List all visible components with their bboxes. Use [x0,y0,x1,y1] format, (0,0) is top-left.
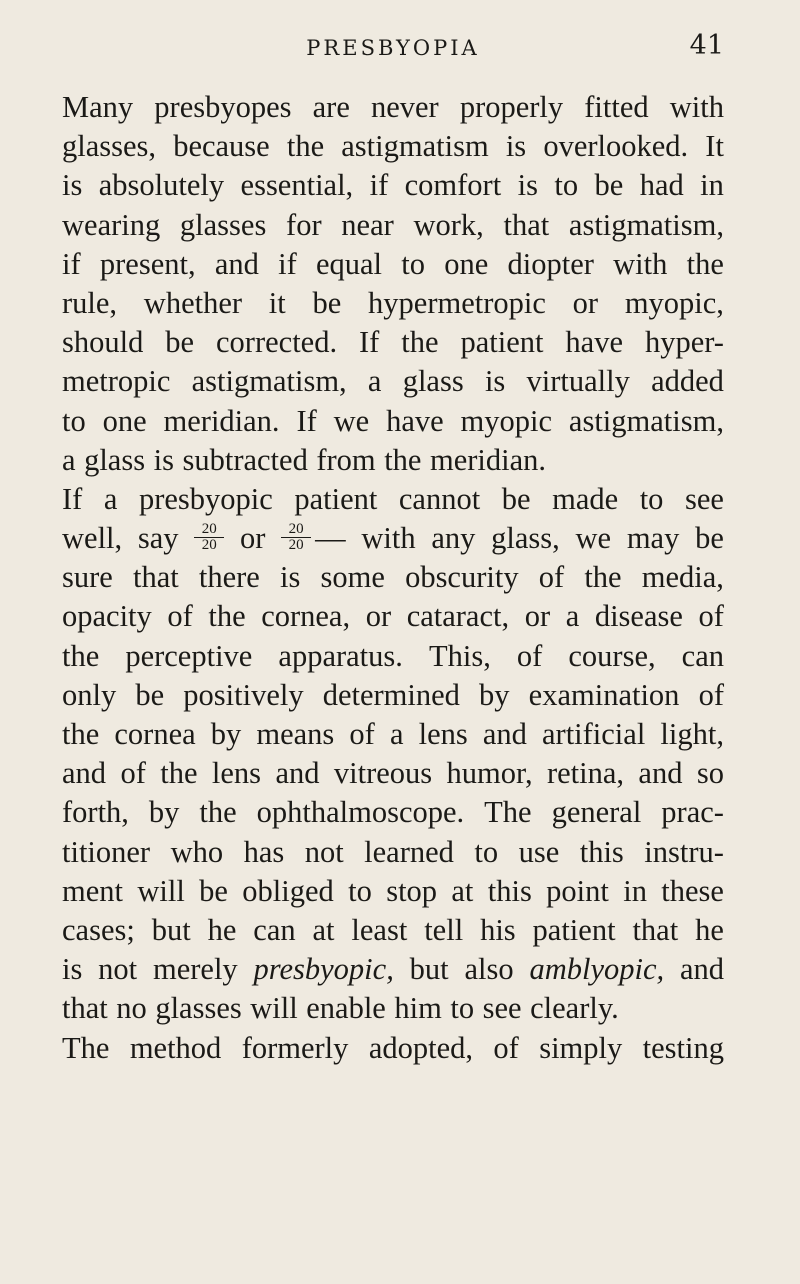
word: for [286,207,322,242]
word: the [401,325,439,360]
word: near [341,207,394,242]
word: determined [322,677,460,712]
word: who [170,834,224,869]
word: astigmatism, [568,207,724,242]
word: from [316,442,376,477]
word: media, [641,560,724,595]
word: work, [413,207,484,242]
text-line [62,676,724,715]
word: the [160,756,198,791]
word: Many [62,90,134,124]
fraction [281,522,311,552]
word: general [551,795,642,830]
word: clearly. [530,991,619,1026]
fraction-numerator: 20 [194,522,224,538]
word: light, [660,717,724,751]
text-line [62,88,724,127]
word: glass [84,442,146,477]
word: any [431,521,476,556]
word: be [135,677,165,712]
word: be [695,521,724,556]
word: This, [428,638,491,673]
word: use [518,834,560,869]
word: if [369,168,389,203]
word: meridian. [163,403,280,438]
word: myopic, [624,285,724,320]
word: If [296,403,317,438]
text-line [62,284,724,323]
text-line [62,441,724,480]
word: is [62,168,83,203]
word: not [98,952,138,987]
word: some [320,560,385,595]
text-line [62,402,724,441]
word: in [700,168,724,203]
word: if [278,246,297,281]
word: or [365,599,392,634]
word: made [552,481,619,516]
word: hyper- [644,325,724,360]
word: by [479,677,510,712]
word: the [384,442,422,477]
word: or [524,599,551,634]
running-head: PRESBYOPIA [306,36,480,60]
word: of [493,1030,519,1065]
word: him [394,991,442,1026]
word: testing [642,1030,724,1065]
word: patient [294,481,378,516]
word: has [243,834,285,869]
fraction-denominator: 20 [288,537,304,554]
word: with [361,521,416,556]
word: presbyopes [154,90,292,124]
word: course, [568,638,656,673]
word: of [167,599,193,634]
word: or [572,285,599,320]
word: patient [460,325,544,360]
word: of [698,677,724,712]
word: the [584,560,622,595]
word: titioner [62,834,151,869]
word: is [484,364,506,399]
word: can [681,638,724,673]
word: with [669,90,724,124]
word: absolutely [98,168,225,203]
word: he [695,912,724,947]
word: and [679,952,724,987]
word: to [639,481,664,516]
word: ment [62,873,123,908]
word: a [367,364,382,399]
word: lens [418,717,468,751]
word: had [639,168,684,203]
word: fitted [584,90,649,124]
fraction-group [281,519,346,558]
word: rule, [62,285,118,320]
word: prac- [661,795,724,830]
word: have [386,403,444,438]
word: myopic [460,403,553,438]
text-line [62,872,724,911]
word: diopter [507,246,594,281]
word: comfort [404,168,502,203]
word: and [482,717,527,751]
word: the [199,795,237,830]
word: should [62,325,144,360]
word: corrected. [216,325,338,360]
word: and [214,246,259,281]
word: that [503,207,550,242]
word: see [684,481,724,516]
word: and [275,756,320,791]
word: cornea [114,717,196,751]
word: that [132,560,179,595]
word: apparatus. [278,638,403,673]
word: of [698,599,724,634]
word: point [546,873,609,908]
word: forth, [62,795,129,830]
word: obscurity [405,560,519,595]
word: is [280,560,301,595]
word: to [401,246,425,281]
word: glasses [179,207,267,242]
word: be [199,873,228,908]
word: to [474,834,499,869]
word: perceptive [125,638,253,673]
word: glass, [491,521,560,556]
word: by [148,795,180,830]
word: amblyopic, [529,952,665,987]
text-line [62,558,724,597]
text-line [62,793,724,832]
word: subtracted [182,442,308,477]
word: can [253,912,296,947]
word: cannot [398,481,481,516]
word: are [312,90,350,124]
word: the [62,717,100,751]
text-line [62,950,724,989]
word: because [173,129,270,164]
word: there [198,560,260,595]
word: may [626,521,680,556]
word: is [505,129,527,164]
word: we [575,521,612,556]
word: but [151,912,191,947]
word: presbyopic [138,481,273,516]
word: and [62,756,107,791]
word: overlooked. [543,129,689,164]
word: of [538,560,565,595]
text-line [62,127,724,166]
word: and [638,756,683,791]
word: say [137,521,179,556]
text-line [62,637,724,676]
word: equal [315,246,383,281]
word: humor, [446,756,533,791]
word: method [129,1030,222,1065]
word: formerly [241,1030,349,1065]
text-line [62,323,724,362]
word: be [165,325,195,360]
word: glasses, [62,129,157,164]
word: hypermetropic [368,285,546,320]
word: cornea, [261,599,351,634]
dash: — [315,521,346,556]
word: merely [152,952,238,987]
word: disease [594,599,683,634]
word: never [370,90,439,124]
word: presbyopic, [253,952,394,987]
text-line [62,715,724,754]
text-line [62,989,724,1028]
word: it [268,285,286,320]
word: to [450,991,475,1026]
word: at [451,873,474,908]
fraction-numerator: 20 [281,522,311,538]
word: is [517,168,538,203]
word: that [632,912,679,947]
word: obliged [242,873,334,908]
word: adopted, [368,1030,473,1065]
text-line [62,911,724,950]
fraction [194,522,224,552]
page-number: 41 [689,30,724,61]
word: the [286,129,325,164]
word: in [623,873,647,908]
word: If [62,481,83,516]
word: his [480,912,516,947]
word: positively [183,677,304,712]
word: of [516,638,543,673]
word: least [351,912,408,947]
word: is [153,442,174,477]
word: the [686,246,724,281]
page-header [62,30,724,70]
text-line [62,754,724,793]
word: a [565,599,580,634]
text-line [62,166,724,205]
word: this [579,834,624,869]
word: glass [402,364,464,399]
word: opacity [62,599,152,634]
word: one [102,403,147,438]
word: means [256,717,335,751]
word: metropic [62,364,171,399]
word: stop [386,873,438,908]
word: of [349,717,375,751]
fraction-denominator: 20 [201,537,217,554]
word: wearing [62,207,161,242]
word: well, [62,521,123,556]
word: have [565,325,623,360]
word: lens [211,756,262,791]
word: sure [62,560,113,595]
word: properly [459,90,564,124]
word: these [661,873,724,908]
word: will [137,873,185,908]
word: It [705,129,724,164]
word: with [613,246,668,281]
word: cataract, [406,599,510,634]
word: vitreous [333,756,433,791]
text-line [62,480,724,519]
word: will [250,991,298,1026]
word: or [240,521,266,556]
text-line [62,597,724,636]
word: meridian. [429,442,547,477]
word: be [501,481,531,516]
word: retina, [546,756,625,791]
word: a [389,717,404,751]
text-line [62,1029,724,1068]
word: examination [528,677,680,712]
word: tell [424,912,464,947]
word: ophthalmoscope. [256,795,465,830]
word: a [103,481,118,516]
word: he [207,912,237,947]
word: only [62,677,117,712]
word: to [348,873,372,908]
word: so [696,756,724,791]
fraction-group [194,519,224,558]
word: if [62,246,81,281]
text-line [62,362,724,401]
word: is [62,952,83,987]
word: artificial [542,717,646,751]
word: instru- [644,834,724,869]
word: one [444,246,489,281]
text-line [62,245,724,284]
word: virtually [526,364,630,399]
text-line [62,206,724,245]
word: astigmatism, [568,403,724,438]
word: this [487,873,532,908]
word: The [484,795,532,830]
word: but [409,952,449,987]
word: by [210,717,242,751]
word: essential, [240,168,354,203]
word: astigmatism [341,129,489,164]
word: not [304,834,344,869]
word: The [62,1030,110,1065]
word: of [120,756,146,791]
word: to [62,403,86,438]
word: cases; [62,912,135,947]
word: the [208,599,246,634]
word: simply [539,1030,623,1065]
word: we [333,403,370,438]
word: glasses [155,991,242,1026]
word: no [116,991,147,1026]
word: be [594,168,624,203]
word: to [554,168,579,203]
word: be [312,285,342,320]
word: whether [143,285,243,320]
word: at [312,912,335,947]
word: astigmatism, [191,364,347,399]
word: patient [532,912,616,947]
text-line [62,833,724,872]
word: enable [306,991,386,1026]
word: that [62,991,108,1026]
word: present, [99,246,196,281]
word: a [62,442,76,477]
body-text [62,88,724,1068]
word: the [62,638,100,673]
word: see [482,991,522,1026]
word: If [359,325,380,360]
word: learned [364,834,454,869]
word: added [651,364,724,399]
text-line [62,519,724,558]
word: also [464,952,514,987]
